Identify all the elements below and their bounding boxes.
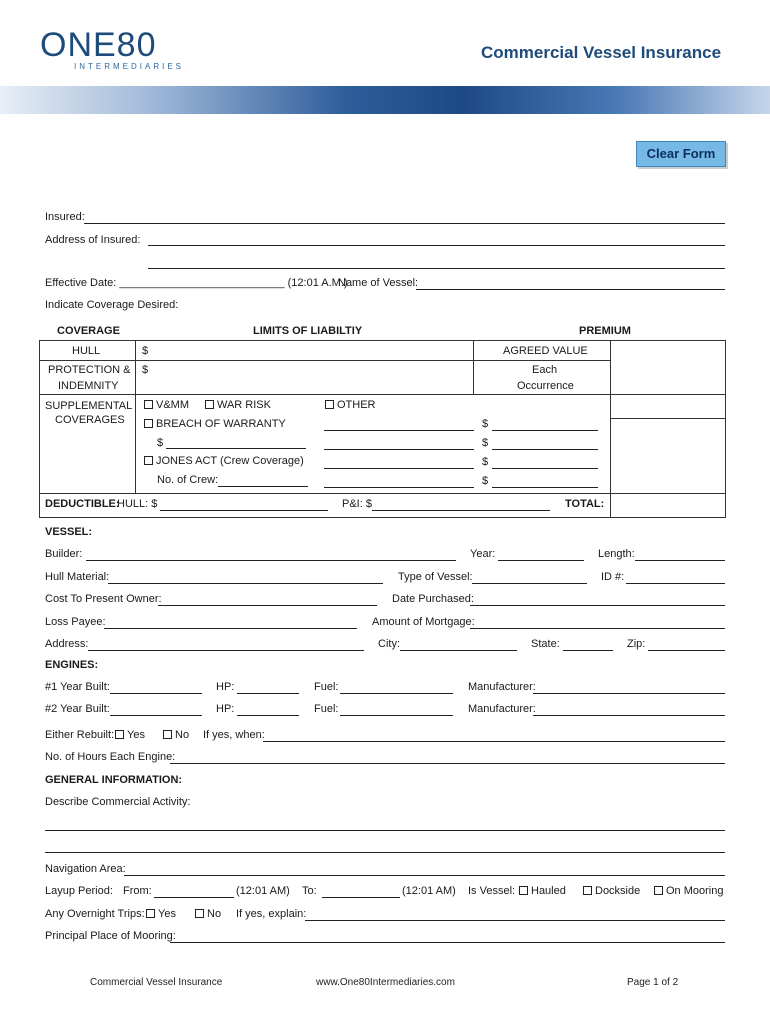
- engine1-year-field[interactable]: [110, 693, 202, 694]
- hull-deductible-field[interactable]: [160, 510, 328, 511]
- checkbox-icon: [144, 400, 153, 409]
- length-label: Length:: [598, 548, 635, 560]
- checkbox-icon: [583, 886, 592, 895]
- col-limits: LIMITS OF LIABILTIY: [253, 325, 363, 337]
- address-label-vessel: Address:: [45, 638, 89, 650]
- activity-field-2[interactable]: [45, 852, 725, 853]
- on-mooring-option[interactable]: [654, 885, 723, 897]
- other-line-3[interactable]: [324, 468, 474, 469]
- explain-label: If yes, explain:: [236, 908, 307, 920]
- other-label: OTHER: [337, 399, 376, 411]
- rebuilt-label: Either Rebuilt:: [45, 729, 115, 741]
- engine1-fuel-label: Fuel:: [314, 681, 339, 693]
- to-time: (12:01 AM): [402, 885, 456, 897]
- length-field[interactable]: [635, 560, 725, 561]
- crew-label: No. of Crew:: [157, 474, 219, 486]
- col-coverage: COVERAGE: [57, 325, 120, 337]
- checkbox-icon: [146, 909, 155, 918]
- nav-area-label: Navigation Area:: [45, 863, 126, 875]
- vmm-label: V&MM: [156, 399, 189, 411]
- vessel-name-label: Name of Vessel:: [338, 277, 419, 289]
- pi-limit[interactable]: $: [142, 364, 149, 376]
- address-field-2[interactable]: [148, 268, 725, 269]
- effective-date-label[interactable]: Effective Date: ___________________________ (12:01 A.M.): [45, 277, 348, 289]
- layup-to-field[interactable]: [322, 897, 400, 898]
- checkbox-icon: [144, 456, 153, 465]
- hull-limit[interactable]: $: [142, 345, 149, 357]
- vessel-heading: VESSEL:: [45, 526, 93, 538]
- dockside-label: Dockside: [595, 885, 641, 897]
- grid-h3: [610, 418, 726, 419]
- pi-deductible-label: P&I: $: [342, 498, 372, 510]
- rebuilt-yes-option[interactable]: [115, 729, 145, 741]
- engine1-hp-field[interactable]: [237, 693, 299, 694]
- footer-left: Commercial Vessel Insurance: [90, 977, 223, 988]
- hauled-option[interactable]: [519, 885, 566, 897]
- clear-form-button[interactable]: Clear Form: [636, 141, 726, 167]
- zip-field[interactable]: [648, 650, 725, 651]
- checkbox-icon: [519, 886, 528, 895]
- cost-label: Cost To Present Owner:: [45, 593, 162, 605]
- hull-material-field[interactable]: [108, 583, 383, 584]
- to-label: To:: [302, 885, 317, 897]
- premium-dollar-3: $: [482, 456, 489, 468]
- header-banner: [0, 86, 770, 114]
- total-label: TOTAL:: [565, 498, 605, 510]
- rebuilt-no-label: No: [175, 729, 190, 741]
- breach-amount-field[interactable]: [166, 448, 306, 449]
- zip-label: Zip:: [627, 638, 646, 650]
- mortgage-label: Amount of Mortgage:: [372, 616, 475, 628]
- deductible-label: DEDUCTIBLE:: [45, 498, 120, 510]
- year-label: Year:: [470, 548, 496, 560]
- id-field[interactable]: [626, 583, 725, 584]
- agreed-value: AGREED VALUE: [503, 345, 588, 357]
- vmm-option[interactable]: [144, 399, 189, 411]
- checkbox-icon: [115, 730, 124, 739]
- premium-line-3[interactable]: [492, 468, 598, 469]
- type-label: Type of Vessel:: [398, 571, 473, 583]
- engines-heading: ENGINES:: [45, 659, 99, 671]
- footer-page: Page 1 of 2: [627, 977, 679, 988]
- date-purchased-label: Date Purchased:: [392, 593, 474, 605]
- city-label: City:: [378, 638, 400, 650]
- engine2-hp-label: HP:: [216, 703, 235, 715]
- grid-h1: [39, 360, 610, 361]
- row-supp-1: SUPPLEMENTAL: [45, 400, 133, 412]
- engine2-manufacturer-field[interactable]: [533, 715, 725, 716]
- other-line-2[interactable]: [324, 449, 474, 450]
- col-premium: PREMIUM: [579, 325, 631, 337]
- hull-material-label: Hull Material:: [45, 571, 110, 583]
- if-yes-when-label: If yes, when:: [203, 729, 265, 741]
- engine1-manufacturer-field[interactable]: [533, 693, 725, 694]
- breach-label: BREACH OF WARRANTY: [156, 418, 286, 430]
- layup-label: Layup Period:: [45, 885, 113, 897]
- pi-deductible-field[interactable]: [372, 510, 550, 511]
- vessel-address-field[interactable]: [88, 650, 364, 651]
- state-label: State:: [531, 638, 560, 650]
- builder-label: Builder:: [45, 548, 83, 560]
- insured-label: Insured:: [45, 211, 85, 223]
- engine2-year-label: #2 Year Built:: [45, 703, 110, 715]
- mortgage-field[interactable]: [470, 628, 725, 629]
- on-mooring-label: On Mooring: [666, 885, 724, 897]
- premium-line-4[interactable]: [492, 487, 598, 488]
- mooring-place-field[interactable]: [170, 942, 725, 943]
- grid-v3: [610, 340, 611, 518]
- dockside-option[interactable]: [583, 885, 640, 897]
- footer-center[interactable]: www.One80Intermediaries.com: [316, 977, 455, 988]
- engine2-manufacturer-label: Manufacturer:: [468, 703, 536, 715]
- row-pi-1: PROTECTION &: [48, 364, 131, 376]
- checkbox-icon: [654, 886, 663, 895]
- engine2-year-field[interactable]: [110, 715, 202, 716]
- indicate-coverage-label: Indicate Coverage Desired:: [45, 299, 179, 311]
- checkbox-icon: [195, 909, 204, 918]
- hauled-label: Hauled: [531, 885, 566, 897]
- engine2-fuel-field[interactable]: [340, 715, 453, 716]
- rebuilt-yes-label: Yes: [127, 729, 145, 741]
- breach-option[interactable]: [144, 418, 286, 430]
- address-label: Address of Insured:: [45, 234, 141, 246]
- grid-h2: [39, 394, 726, 395]
- mooring-place-label: Principal Place of Mooring:: [45, 930, 176, 942]
- nav-area-field[interactable]: [124, 875, 725, 876]
- jones-act-label: JONES ACT (Crew Coverage): [156, 455, 304, 467]
- checkbox-icon: [163, 730, 172, 739]
- address-field-1[interactable]: [148, 245, 725, 246]
- premium-dollar-4: $: [482, 475, 489, 487]
- overnight-label: Any Overnight Trips:: [45, 908, 145, 920]
- crew-field[interactable]: [218, 486, 308, 487]
- other-line-1[interactable]: [324, 430, 474, 431]
- war-risk-option[interactable]: [205, 399, 271, 411]
- activity-label: Describe Commercial Activity:: [45, 796, 191, 808]
- premium-dollar-1: $: [482, 418, 489, 430]
- grid-v2: [473, 340, 474, 394]
- war-risk-label: WAR RISK: [217, 399, 271, 411]
- hours-label: No. of Hours Each Engine:: [45, 751, 176, 763]
- logo-sub: INTERMEDIARIES: [74, 62, 185, 71]
- loss-payee-field[interactable]: [104, 628, 357, 629]
- rebuilt-no-option[interactable]: [163, 729, 189, 741]
- id-label: ID #:: [601, 571, 625, 583]
- occurrence-label: Occurrence: [517, 380, 574, 392]
- row-supp-2: COVERAGES: [55, 414, 125, 426]
- overnight-no-label: No: [207, 908, 222, 920]
- premium-dollar-2: $: [482, 437, 489, 449]
- premium-line-1[interactable]: [492, 430, 598, 431]
- row-hull: HULL: [72, 345, 101, 357]
- is-vessel-label: Is Vessel:: [468, 885, 516, 897]
- general-heading: GENERAL INFORMATION:: [45, 774, 183, 786]
- layup-from-field[interactable]: [154, 897, 234, 898]
- breach-dollar: $: [157, 437, 164, 449]
- state-field[interactable]: [563, 650, 613, 651]
- city-field[interactable]: [400, 650, 517, 651]
- jones-act-option[interactable]: [144, 455, 304, 467]
- logo: [40, 28, 184, 71]
- vessel-name-field[interactable]: [416, 289, 725, 290]
- date-purchased-field[interactable]: [470, 605, 725, 606]
- grid-v1: [135, 340, 136, 493]
- grid-h4: [39, 493, 726, 494]
- explain-field[interactable]: [305, 920, 725, 921]
- engine2-fuel-label: Fuel:: [314, 703, 339, 715]
- page-title: Commercial Vessel Insurance: [481, 43, 722, 62]
- from-time: (12:01 AM): [236, 885, 290, 897]
- checkbox-icon: [325, 400, 334, 409]
- logo-main: ONE80: [40, 26, 157, 64]
- overnight-no-option[interactable]: [195, 908, 221, 920]
- cost-field[interactable]: [158, 605, 377, 606]
- activity-field-1[interactable]: [45, 830, 725, 831]
- checkbox-icon: [205, 400, 214, 409]
- hull-deductible-label: HULL: $: [117, 498, 158, 510]
- checkbox-icon: [144, 419, 153, 428]
- each-label: Each: [532, 364, 558, 376]
- other-option[interactable]: [325, 399, 376, 411]
- other-line-4[interactable]: [324, 487, 474, 488]
- hours-field[interactable]: [170, 763, 725, 764]
- from-label: From:: [123, 885, 152, 897]
- builder-field[interactable]: [86, 560, 456, 561]
- engine1-hp-label: HP:: [216, 681, 235, 693]
- insured-field[interactable]: [84, 223, 725, 224]
- type-field[interactable]: [472, 583, 587, 584]
- engine1-year-label: #1 Year Built:: [45, 681, 110, 693]
- engine1-manufacturer-label: Manufacturer:: [468, 681, 536, 693]
- year-field[interactable]: [498, 560, 584, 561]
- engine2-hp-field[interactable]: [237, 715, 299, 716]
- overnight-yes-option[interactable]: [146, 908, 176, 920]
- rebuilt-when-field[interactable]: [263, 741, 725, 742]
- overnight-yes-label: Yes: [158, 908, 176, 920]
- premium-line-2[interactable]: [492, 449, 598, 450]
- row-pi-2: INDEMNITY: [58, 380, 119, 392]
- engine1-fuel-field[interactable]: [340, 693, 453, 694]
- loss-payee-label: Loss Payee:: [45, 616, 106, 628]
